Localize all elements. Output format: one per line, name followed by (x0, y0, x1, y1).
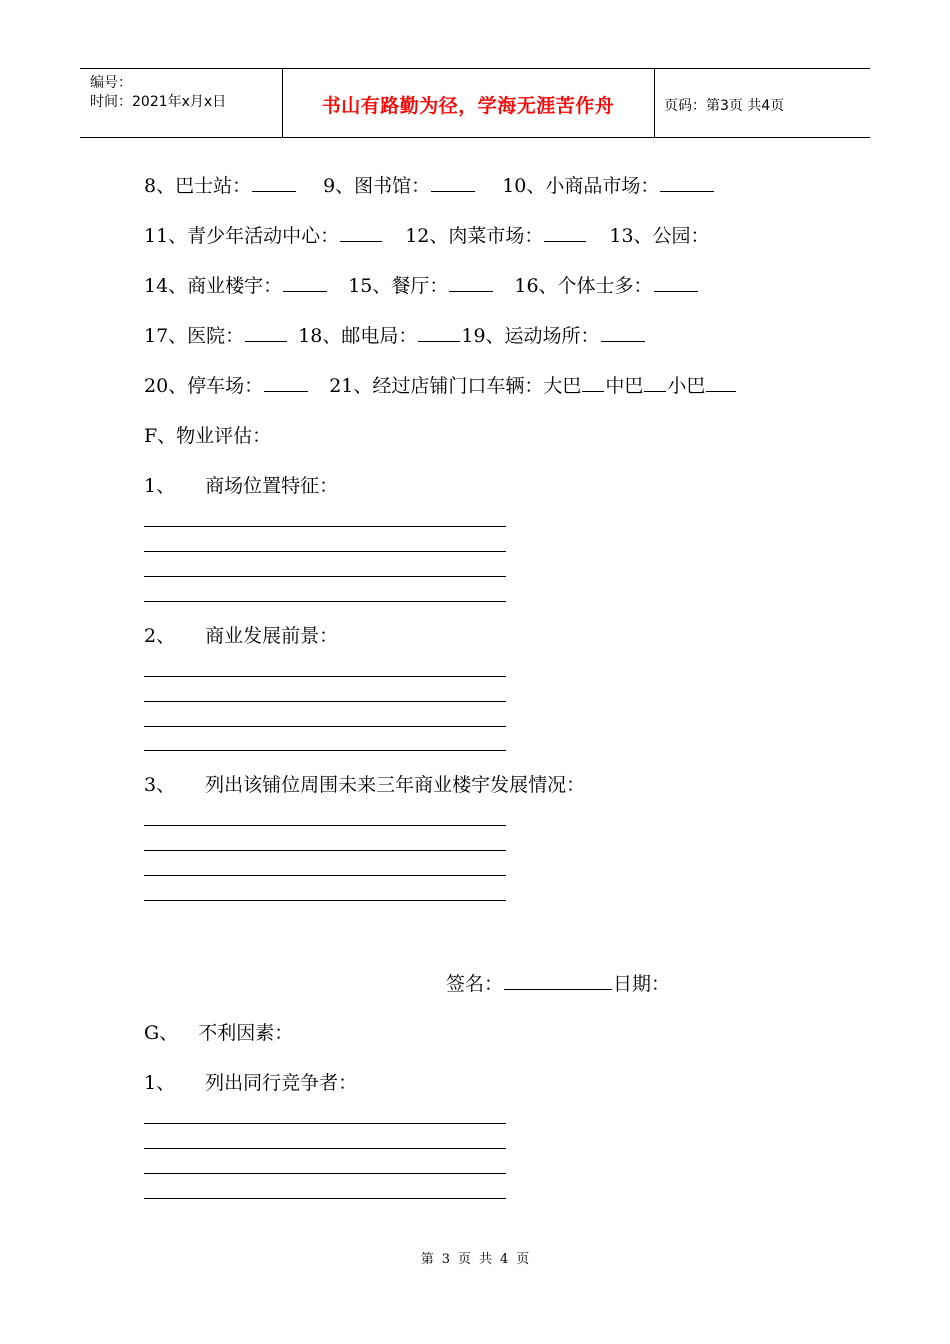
header-page-cell (655, 69, 870, 137)
page-footer (0, 1248, 950, 1267)
question-number: 2、 (144, 625, 176, 647)
question-f2 (144, 621, 338, 648)
answer-line[interactable] (144, 576, 506, 577)
question-text: 列出同行竞争者： (205, 1072, 358, 1094)
signature-row (446, 969, 670, 996)
answer-line[interactable] (144, 676, 506, 677)
time-label: 时间：2021年x月x日 (90, 94, 227, 110)
footer-text: 页 (516, 1252, 530, 1267)
question-number: 3、 (144, 774, 176, 796)
header-motto-cell (282, 69, 655, 137)
blank-field[interactable] (660, 173, 714, 192)
footer-text: 第 (420, 1252, 434, 1267)
signature-field[interactable] (504, 971, 612, 990)
blank-field[interactable] (544, 223, 586, 242)
survey-row-1 (144, 171, 715, 198)
page-info: 页码：第3页 共4页 (664, 98, 785, 114)
item-youth-center: 11、青少年活动中心： (144, 225, 340, 247)
blank-field[interactable] (264, 373, 308, 392)
question-text: 商场位置特征： (205, 475, 339, 497)
item-small-goods-market: 10、小商品市场： (502, 175, 660, 197)
footer-text: 页 (457, 1252, 471, 1267)
answer-line[interactable] (144, 850, 506, 851)
question-f3 (144, 770, 585, 797)
answer-line[interactable] (144, 875, 506, 876)
blank-field[interactable] (245, 323, 287, 342)
section-g-title (144, 1018, 293, 1045)
blank-field[interactable] (601, 323, 645, 342)
blank-field[interactable] (283, 273, 327, 292)
item-parking: 20、停车场： (144, 375, 264, 397)
question-number: 1、 (144, 475, 176, 497)
footer-page-number: 3 (441, 1252, 450, 1267)
section-title: 不利因素： (198, 1022, 294, 1044)
motto: 书山有路勤为径，学海无涯苦作舟 (321, 95, 615, 117)
question-f1 (144, 471, 338, 498)
answer-line[interactable] (144, 750, 506, 751)
survey-row-5 (144, 371, 737, 398)
item-commercial-buildings: 14、商业楼宇： (144, 275, 283, 297)
item-minibus: 小巴 (667, 375, 706, 397)
answer-line[interactable] (144, 726, 506, 727)
item-restaurant: 15、餐厅： (348, 275, 449, 297)
answer-line[interactable] (144, 1173, 506, 1174)
blank-field[interactable] (340, 223, 382, 242)
section-number: G、 (144, 1022, 179, 1044)
survey-row-3 (144, 271, 699, 298)
question-number: 1、 (144, 1072, 176, 1094)
item-meat-market: 12、肉菜市场： (405, 225, 544, 247)
page-header (80, 68, 870, 138)
number-label: 编号： (90, 75, 132, 91)
answer-line[interactable] (144, 601, 506, 602)
blank-field[interactable] (582, 373, 604, 392)
footer-text: 共 (479, 1252, 493, 1267)
question-g1 (144, 1068, 357, 1095)
blank-field[interactable] (449, 273, 493, 292)
blank-field[interactable] (644, 373, 666, 392)
answer-line[interactable] (144, 1148, 506, 1149)
item-post-office: 18、邮电局： (298, 325, 418, 347)
answer-line[interactable] (144, 825, 506, 826)
answer-line[interactable] (144, 701, 506, 702)
footer-total-pages: 4 (500, 1252, 509, 1267)
question-text: 列出该铺位周围未来三年商业楼宇发展情况： (205, 774, 586, 796)
answer-line[interactable] (144, 526, 506, 527)
blank-field[interactable] (431, 173, 475, 192)
item-medium-bus: 中巴 (605, 375, 644, 397)
blank-field[interactable] (654, 273, 698, 292)
item-library: 9、图书馆： (323, 175, 431, 197)
answer-line[interactable] (144, 1123, 506, 1124)
date-label: 日期： (613, 973, 671, 995)
survey-row-2 (144, 221, 710, 248)
survey-row-4 (144, 321, 646, 348)
blank-field[interactable] (252, 173, 296, 192)
answer-line[interactable] (144, 1198, 506, 1199)
item-sports-venue: 19、运动场所： (461, 325, 600, 347)
item-hospital: 17、医院： (144, 325, 245, 347)
item-passing-vehicles-big-bus: 21、经过店铺门口车辆：大巴 (329, 375, 582, 397)
answer-line[interactable] (144, 900, 506, 901)
answer-line[interactable] (144, 551, 506, 552)
section-f-title: F、物业评估： (144, 425, 272, 447)
header-meta-cell (80, 69, 283, 137)
signature-label: 签名： (446, 973, 504, 995)
question-text: 商业发展前景： (205, 625, 339, 647)
item-convenience-store: 16、个体士多： (514, 275, 653, 297)
item-park: 13、公园： (609, 225, 710, 247)
blank-field[interactable] (418, 323, 460, 342)
blank-field[interactable] (706, 373, 736, 392)
item-bus-station: 8、巴士站： (144, 175, 252, 197)
